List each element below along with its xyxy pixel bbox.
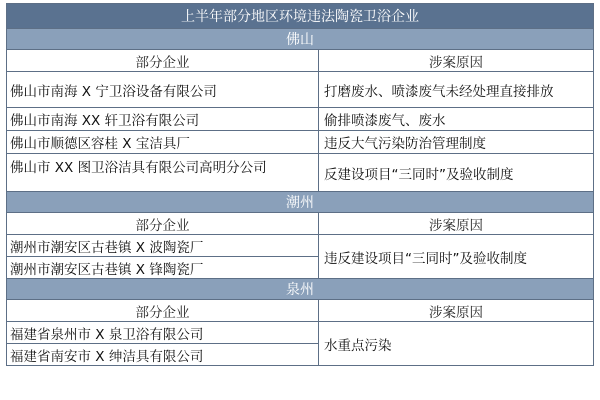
company-cell: 佛山市顺德区容桂 X 宝洁具厂: [7, 131, 319, 154]
column-header-row: [7, 213, 594, 235]
reason-column-header: 涉案原因: [319, 50, 594, 72]
region-row-foshan: [7, 29, 594, 50]
company-cell: 福建省南安市 X 绅洁具有限公司: [7, 344, 319, 366]
company-column-header: 部分企业: [7, 50, 319, 72]
table-row: [7, 131, 594, 154]
region-row-chaozhou: [7, 192, 594, 213]
company-column-header: 部分企业: [7, 213, 319, 235]
column-header-row: [7, 300, 594, 322]
region-row-quanzhou: [7, 279, 594, 300]
company-cell: 潮州市潮安区古巷镇 X 锋陶瓷厂: [7, 257, 319, 279]
reason-cell: 违反建设项目“三同时”及验收制度: [319, 235, 594, 279]
region-name: 泉州: [7, 279, 594, 300]
reason-cell: 反建设项目“三同时”及验收制度: [319, 154, 594, 192]
region-name: 潮州: [7, 192, 594, 213]
table-row: [7, 154, 594, 192]
table-row: [7, 322, 594, 344]
reason-cell: 打磨废水、喷漆废气未经处理直接排放: [319, 72, 594, 108]
reason-column-header: 涉案原因: [319, 213, 594, 235]
table-title-row: [7, 4, 594, 29]
company-cell: 佛山市 XX 图卫浴洁具有限公司高明分公司: [7, 154, 319, 192]
table-title: 上半年部分地区环境违法陶瓷卫浴企业: [7, 4, 594, 29]
company-cell: 佛山市南海 XX 轩卫浴有限公司: [7, 108, 319, 131]
company-cell: 佛山市南海 X 宁卫浴设备有限公司: [7, 72, 319, 108]
reason-cell: 偷排喷漆废气、废水: [319, 108, 594, 131]
violation-table-container: [6, 3, 593, 366]
reason-cell: 水重点污染: [319, 322, 594, 366]
region-name: 佛山: [7, 29, 594, 50]
table-row: [7, 108, 594, 131]
reason-cell: 违反大气污染防治管理制度: [319, 131, 594, 154]
company-cell: 福建省泉州市 X 泉卫浴有限公司: [7, 322, 319, 344]
column-header-row: [7, 50, 594, 72]
violation-table: [6, 3, 594, 366]
reason-column-header: 涉案原因: [319, 300, 594, 322]
table-row: [7, 72, 594, 108]
company-column-header: 部分企业: [7, 300, 319, 322]
company-cell: 潮州市潮安区古巷镇 X 波陶瓷厂: [7, 235, 319, 257]
table-row: [7, 235, 594, 257]
